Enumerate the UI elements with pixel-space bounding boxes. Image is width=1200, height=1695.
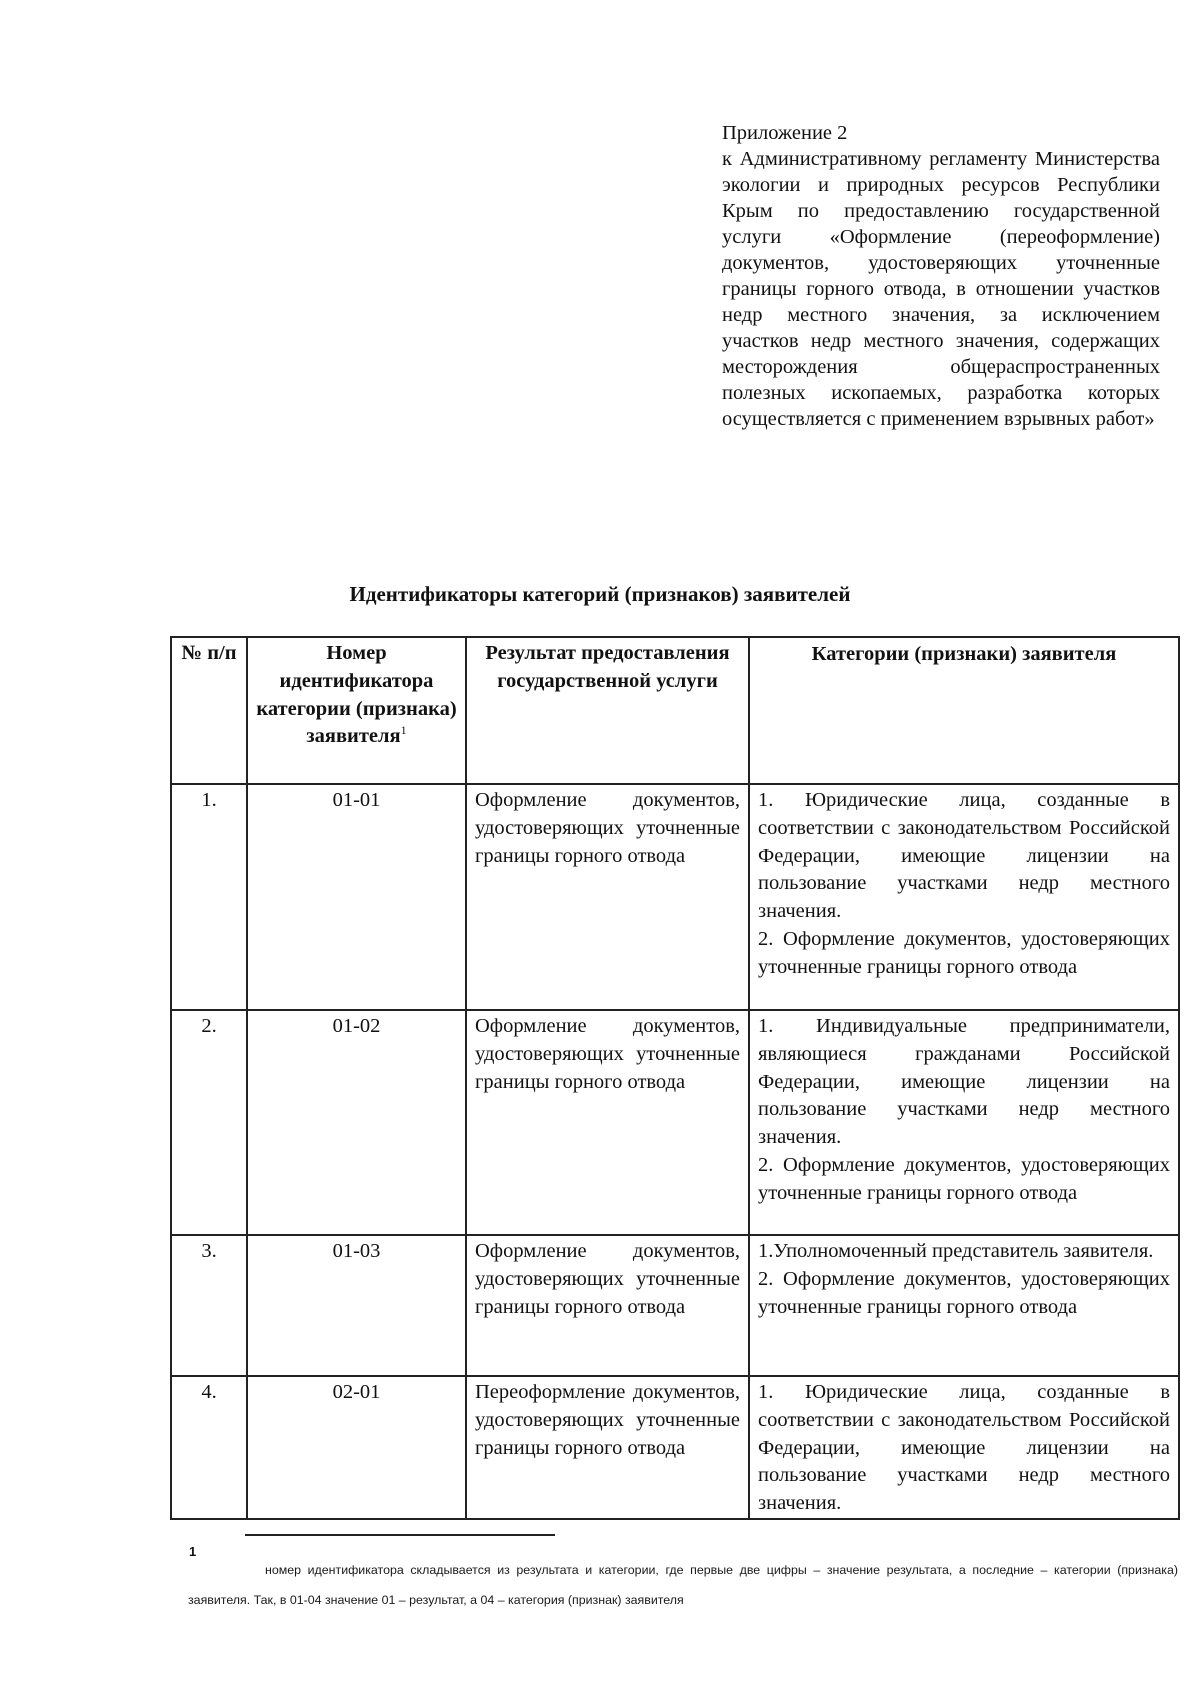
category-item: 1. Юридические лица, созданные в соответствии с законодательством Российской Федерации, имеющие лицензии на пользование участками недр местного значения.	[758, 789, 1170, 923]
header-num: № п/п	[171, 637, 247, 784]
appendix-block	[722, 120, 1160, 432]
row-num: 4.	[171, 1376, 247, 1519]
row-identifier: 01-03	[247, 1235, 466, 1376]
header-result: Результат предоставления государственной услуги	[466, 637, 749, 784]
header-category: Категории (признаки) заявителя	[749, 637, 1179, 784]
table-row	[171, 784, 1179, 1010]
appendix-body: к Административному регламенту Министерства экологии и природных ресурсов Республики Крым по предоставлению государственной услуги «Оформление (переоформление) документов, удостоверяющих уточненные границы горного отвода, в отношении участков недр местного значения, за исключением участков недр местного значения, содержащих месторождения общераспространенных полезных ископаемых, разработка которых осуществляется с применением взрывных работ»	[722, 148, 1160, 430]
footnote-text: номер идентификатора складывается из результата и категории, где первые две цифры – значение результата, а последние – категории (признака) заявителя. Так, в 01-04 значение 01 – результат, а 04 – категория (признак) заявителя	[188, 1563, 1178, 1607]
row-num: 1.	[171, 784, 247, 1010]
row-categories	[749, 1235, 1179, 1376]
footnote-separator	[245, 1534, 555, 1536]
table-title: Идентификаторы категорий (признаков) заявителей	[349, 582, 851, 606]
table-row	[171, 1235, 1179, 1376]
header-identifier: Номер идентификатора категории (признака) заявителя$^1$	[247, 637, 466, 784]
row-num: 3.	[171, 1235, 247, 1376]
footnote-marker: 1	[189, 1544, 197, 1559]
category-item: 2. Оформление документов, удостоверяющих уточненные границы горного отвода	[758, 1153, 1170, 1204]
row-result: Оформление документов, удостоверяющих уточненные границы горного отвода	[466, 1010, 749, 1235]
row-categories	[749, 1010, 1179, 1235]
categories-table	[170, 636, 1180, 1520]
row-identifier: 01-01	[247, 784, 466, 1010]
category-item: 2. Оформление документов, удостоверяющих уточненные границы горного отвода	[758, 1267, 1170, 1318]
table-row	[171, 1376, 1179, 1519]
row-categories	[749, 784, 1179, 1010]
table-header-row	[171, 637, 1179, 784]
row-identifier: 01-02	[247, 1010, 466, 1235]
row-result: Переоформление документов, удостоверяющих уточненные границы горного отвода	[466, 1376, 749, 1519]
row-categories	[749, 1376, 1179, 1519]
row-result: Оформление документов, удостоверяющих уточненные границы горного отвода	[466, 784, 749, 1010]
appendix-title: Приложение 2	[722, 122, 848, 144]
category-item: 1.Уполномоченный представитель заявителя.	[758, 1240, 1154, 1262]
category-item: 1. Индивидуальные предприниматели, являющиеся гражданами Российской Федерации, имеющие лицензии на пользование участками недр местного значения.	[758, 1015, 1170, 1149]
footnote-reference: 1	[400, 723, 407, 738]
row-identifier: 02-01	[247, 1376, 466, 1519]
table-row	[171, 1010, 1179, 1235]
category-item: 2. Оформление документов, удостоверяющих уточненные границы горного отвода	[758, 927, 1170, 978]
row-num: 2.	[171, 1010, 247, 1235]
category-item: 1. Юридические лица, созданные в соответствии с законодательством Российской Федерации, имеющие лицензии на пользование участками недр местного значения.	[758, 1381, 1170, 1515]
row-result: Оформление документов, удостоверяющих уточненные границы горного отвода	[466, 1235, 749, 1376]
